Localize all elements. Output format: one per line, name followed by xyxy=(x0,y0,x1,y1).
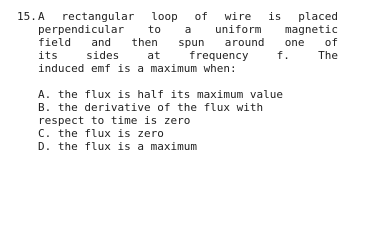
stem-line-5: induced emf is a maximum when: xyxy=(38,62,237,75)
stem-word: wire xyxy=(224,10,252,23)
stem-word: at xyxy=(147,49,161,62)
stem-word: then xyxy=(131,36,158,49)
stem-word: placed xyxy=(298,10,338,23)
stem-word: rectangular xyxy=(61,10,135,23)
stem-line-2 xyxy=(38,23,338,36)
choice-d: D. the flux is a maximum xyxy=(38,140,197,153)
stem-word: sides xyxy=(86,49,120,62)
stem-line-4 xyxy=(38,49,338,62)
stem-word: field xyxy=(38,36,72,49)
choice-b-continuation: respect to time is zero xyxy=(38,114,191,127)
stem-word: frequency xyxy=(188,49,249,62)
stem-word: of xyxy=(194,10,208,23)
stem-word: around xyxy=(224,36,265,49)
stem-word: f. xyxy=(276,49,290,62)
stem-word: is xyxy=(268,10,282,23)
stem-word: a xyxy=(184,23,192,36)
stem-word: A xyxy=(38,10,45,23)
stem-line-3 xyxy=(38,36,338,49)
choice-b: B. the derivative of the flux with xyxy=(38,101,264,114)
stem-word: magnetic xyxy=(285,23,338,36)
question-number: 15. xyxy=(17,10,37,23)
stem-word: one xyxy=(284,36,305,49)
stem-word: uniform xyxy=(214,23,262,36)
stem-word: The xyxy=(318,49,338,62)
stem-word: of xyxy=(324,36,338,49)
stem-word: spun xyxy=(178,36,205,49)
stem-word: its xyxy=(38,49,58,62)
choice-c: C. the flux is zero xyxy=(38,127,164,140)
stem-word: and xyxy=(91,36,112,49)
stem-word: perpendicular xyxy=(38,23,125,36)
stem-word: to xyxy=(147,23,162,36)
choice-a: A. the flux is half its maximum value xyxy=(38,88,284,101)
stem-line-1 xyxy=(38,10,338,23)
stem-word: loop xyxy=(151,10,178,23)
